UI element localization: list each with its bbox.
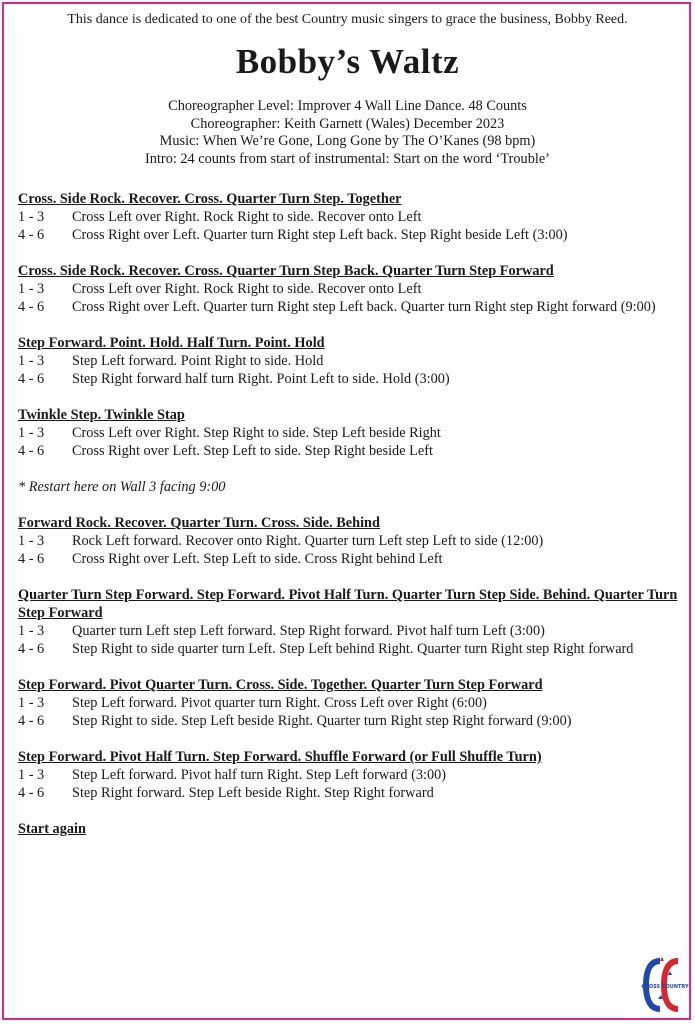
section-heading: Step Forward. Point. Hold. Half Turn. Point. Hold xyxy=(18,335,325,351)
section-heading: Twinkle Step. Twinkle Stap xyxy=(18,407,185,423)
step-row xyxy=(18,784,680,802)
step-row xyxy=(18,622,680,640)
step-row xyxy=(18,298,680,316)
step-counts: 1 - 3 xyxy=(18,767,45,783)
start-again-text: Start again xyxy=(18,821,86,837)
step-row xyxy=(18,640,680,658)
step-description: Cross Left over Right. Rock Right to side. Recover onto Left xyxy=(72,209,422,225)
step-counts: 4 - 6 xyxy=(18,713,45,729)
step-counts: 4 - 6 xyxy=(18,371,45,387)
step-description: Cross Right over Left. Step Left to side. Cross Right behind Left xyxy=(72,551,443,567)
step-counts: 1 - 3 xyxy=(18,281,45,297)
step-description: Step Right to side. Step Left beside Right. Quarter turn Right step Right forward (9:00) xyxy=(72,713,572,729)
step-description: Rock Left forward. Recover onto Right. Quarter turn Left step Left to side (12:00) xyxy=(72,533,544,549)
step-counts: 1 - 3 xyxy=(18,209,45,225)
info-intro: Intro: 24 counts from start of instrumental: Start on the word ‘Trouble’ xyxy=(145,150,550,167)
step-description: Step Right to side quarter turn Left. Step Left behind Right. Quarter turn Right step Right forward xyxy=(72,641,634,657)
section-5 xyxy=(18,514,680,568)
info-choreographer: Choreographer: Keith Garnett (Wales) December 2023 xyxy=(190,115,505,132)
step-description: Cross Left over Right. Rock Right to side. Recover onto Left xyxy=(72,281,422,297)
step-description: Step Left forward. Pivot half turn Right. Step Left forward (3:00) xyxy=(72,767,447,783)
step-counts: 1 - 3 xyxy=(18,533,45,549)
step-counts: 4 - 6 xyxy=(18,227,45,243)
step-description: Step Left forward. Point Right to side. Hold xyxy=(72,353,324,369)
step-counts: 4 - 6 xyxy=(18,443,45,459)
step-row xyxy=(18,550,680,568)
section-heading: Cross. Side Rock. Recover. Cross. Quarter Turn Step. Together xyxy=(18,191,402,207)
step-counts: 1 - 3 xyxy=(18,353,45,369)
step-sheet xyxy=(18,190,680,838)
section-7 xyxy=(18,676,680,730)
step-row xyxy=(18,712,680,730)
step-counts: 1 - 3 xyxy=(18,425,45,441)
step-row xyxy=(18,766,680,784)
step-description: Step Right forward half turn Right. Point Left to side. Hold (3:00) xyxy=(72,371,450,387)
step-description: Quarter turn Left step Left forward. Step Right forward. Pivot half turn Left (3:00) xyxy=(72,623,545,639)
step-row xyxy=(18,280,680,298)
step-description: Cross Right over Left. Quarter turn Right step Left back. Step Right beside Left (3:00) xyxy=(72,227,568,243)
dance-info xyxy=(0,98,695,168)
info-level: Choreographer Level: Improver 4 Wall Line Dance. 48 Counts xyxy=(168,98,527,114)
step-row xyxy=(18,532,680,550)
step-counts: 4 - 6 xyxy=(18,299,45,315)
step-row xyxy=(18,442,680,460)
step-counts: 4 - 6 xyxy=(18,785,45,801)
dance-title: Bobby’s Waltz xyxy=(235,42,460,81)
step-row xyxy=(18,694,680,712)
cross-country-logo-icon xyxy=(640,955,690,1015)
step-description: Cross Right over Left. Quarter turn Right step Left back. Quarter turn Right step Right forward (9:00) xyxy=(72,299,656,315)
step-description: Step Right forward. Step Left beside Right. Step Right forward xyxy=(72,785,434,801)
svg-text:CROSS COUNTRY: CROSS COUNTRY xyxy=(641,984,689,990)
section-heading: Forward Rock. Recover. Quarter Turn. Cross. Side. Behind xyxy=(18,515,380,531)
step-row xyxy=(18,424,680,442)
restart-note: * Restart here on Wall 3 facing 9:00 xyxy=(18,479,226,495)
section-heading: Cross. Side Rock. Recover. Cross. Quarter Turn Step Back. Quarter Turn Step Forward xyxy=(18,263,554,279)
step-counts: 1 - 3 xyxy=(18,623,45,639)
step-row xyxy=(18,226,680,244)
step-row xyxy=(18,352,680,370)
section-3 xyxy=(18,334,680,388)
step-counts: 4 - 6 xyxy=(18,641,45,657)
step-row xyxy=(18,370,680,388)
step-description: Cross Right over Left. Step Left to side. Step Right beside Left xyxy=(72,443,433,459)
section-heading: Step Forward. Pivot Quarter Turn. Cross. Side. Together. Quarter Turn Step Forward xyxy=(18,677,543,693)
step-row xyxy=(18,208,680,226)
step-description: Step Left forward. Pivot quarter turn Right. Cross Left over Right (6:00) xyxy=(72,695,487,711)
info-music: Music: When We’re Gone, Long Gone by The O’Kanes (98 bpm) xyxy=(159,133,536,149)
section-heading: Step Forward. Pivot Half Turn. Step Forward. Shuffle Forward (or Full Shuffle Turn) xyxy=(18,749,542,765)
step-counts: 1 - 3 xyxy=(18,695,45,711)
section-heading: Quarter Turn Step Forward. Step Forward. Pivot Half Turn. Quarter Turn Step Side. Behind. Quarter Turn Step Forward xyxy=(18,587,678,621)
step-counts: 4 - 6 xyxy=(18,551,45,567)
dedication-text: This dance is dedicated to one of the best Country music singers to grace the business, Bobby Reed. xyxy=(67,12,628,27)
section-1 xyxy=(18,190,680,244)
step-description: Cross Left over Right. Step Right to side. Step Left beside Right xyxy=(72,425,441,441)
section-8 xyxy=(18,748,680,802)
section-4 xyxy=(18,406,680,460)
section-2 xyxy=(18,262,680,316)
section-6 xyxy=(18,586,680,658)
